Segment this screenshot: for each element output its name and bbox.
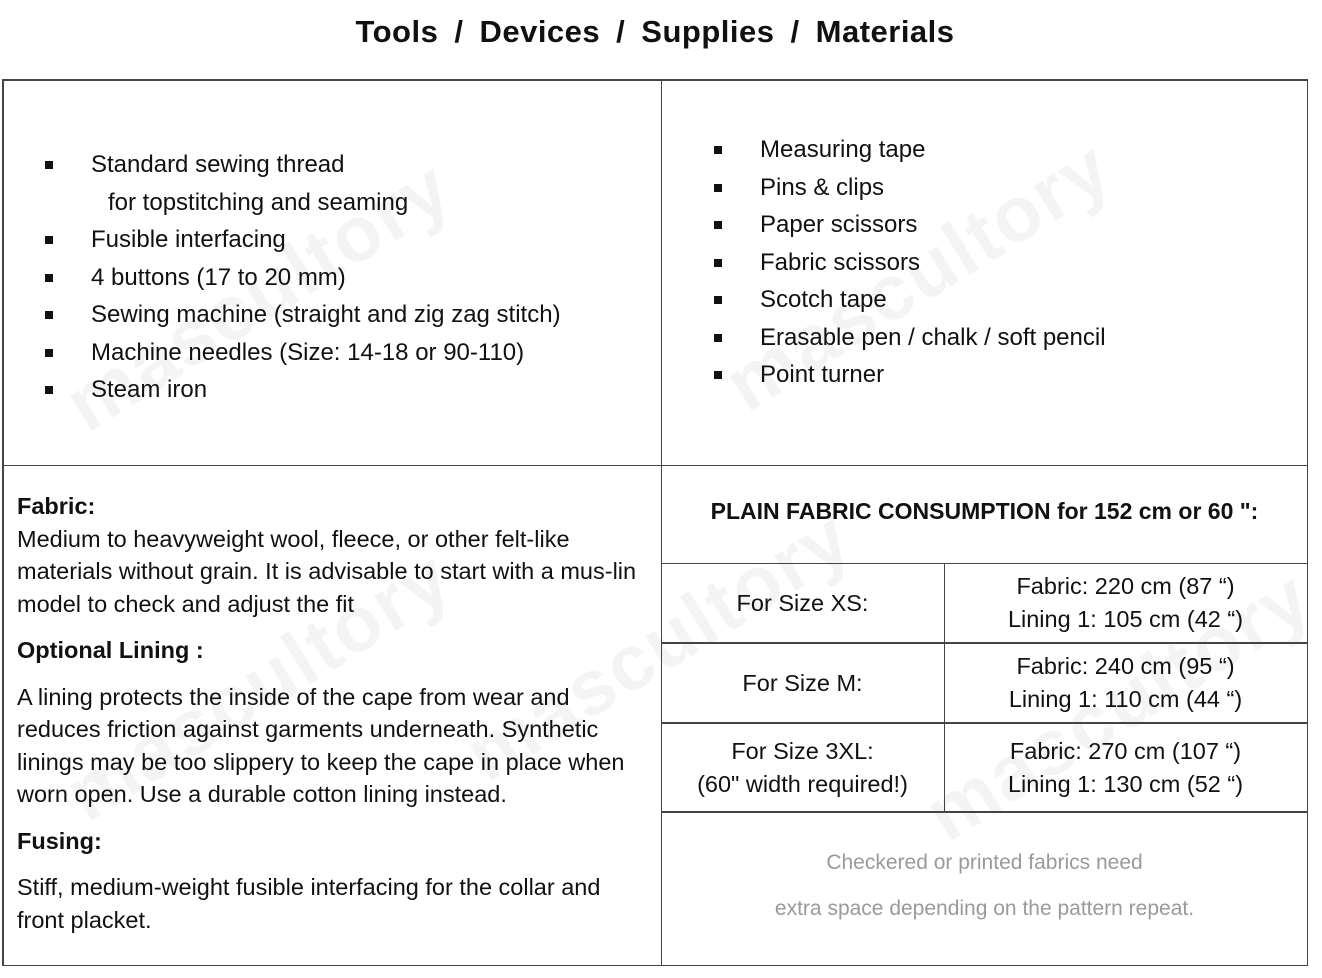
item-text: Fabric scissors bbox=[760, 248, 921, 276]
bullet-icon bbox=[714, 371, 722, 379]
size-amounts-xs bbox=[945, 564, 1306, 642]
title-materials: Materials bbox=[815, 14, 955, 49]
lining-amount: Lining 1: 130 cm (52 “) bbox=[1007, 770, 1244, 797]
title-separator: / bbox=[616, 14, 626, 49]
fabric-amount: Fabric: 240 cm (95 “) bbox=[1016, 653, 1235, 679]
list-item bbox=[714, 281, 1294, 319]
bullet-icon bbox=[45, 311, 53, 319]
table-border-top bbox=[2, 79, 1308, 81]
note-line: Checkered or printed fabrics need bbox=[826, 851, 1143, 874]
item-text: Measuring tape bbox=[760, 136, 926, 163]
fusing-text: Stiff, medium-weight fusible interfacing for the collar and front placket. bbox=[17, 874, 601, 933]
list-item bbox=[714, 244, 1294, 282]
title-tools: Tools bbox=[355, 14, 439, 49]
item-text: Erasable pen / chalk / soft pencil bbox=[760, 323, 1106, 351]
list-item bbox=[45, 371, 645, 409]
note-line: extra space depending on the pattern repeat. bbox=[774, 897, 1195, 920]
fabric-amount: Fabric: 270 cm (107 “) bbox=[1009, 737, 1242, 764]
table-border-bottom bbox=[2, 965, 1308, 967]
bullet-icon bbox=[45, 236, 53, 244]
lining-text: A lining protects the inside of the cape from wear and reduces friction against garments underneath. Synthetic linings may be too slippery to keep the cape in place when worn open. Use a durable cotton lining instead. bbox=[17, 683, 625, 807]
lining-amount: Lining 1: 105 cm (42 “) bbox=[1007, 606, 1244, 632]
bullet-icon bbox=[45, 386, 53, 394]
list-item bbox=[45, 146, 645, 221]
list-item bbox=[714, 319, 1294, 357]
table-border-left bbox=[2, 79, 4, 966]
size-label-xs bbox=[662, 564, 943, 642]
size-label: For Size M: bbox=[742, 669, 863, 696]
item-text: 4 buttons (17 to 20 mm) bbox=[91, 263, 346, 291]
size-label-3xl bbox=[662, 724, 943, 811]
consumption-row-line bbox=[661, 811, 1308, 813]
lining-amount: Lining 1: 110 cm (44 “) bbox=[1008, 686, 1243, 712]
bullet-icon bbox=[714, 221, 722, 229]
list-item bbox=[714, 356, 1294, 394]
item-text: Machine needles (Size: 14-18 or 90-110) bbox=[91, 338, 525, 366]
fusing-heading: Fusing: bbox=[17, 827, 102, 854]
list-item bbox=[714, 206, 1294, 244]
item-text: Scotch tape bbox=[760, 286, 887, 313]
bullet-icon bbox=[45, 161, 53, 169]
title-supplies: Supplies bbox=[641, 14, 775, 49]
title-separator: / bbox=[454, 14, 464, 49]
bullet-icon bbox=[714, 296, 722, 304]
title-devices: Devices bbox=[479, 14, 601, 49]
materials-section bbox=[17, 490, 653, 936]
bullet-icon bbox=[714, 184, 722, 192]
list-item bbox=[45, 334, 645, 372]
bullet-icon bbox=[45, 274, 53, 282]
fabric-amount: Fabric: 220 cm (87 “) bbox=[1016, 573, 1235, 599]
tools-list-left bbox=[45, 146, 645, 409]
consumption-title: PLAIN FABRIC CONSUMPTION for 152 cm or 60 ": bbox=[710, 498, 1259, 524]
lining-heading: Optional Lining : bbox=[17, 637, 204, 663]
bullet-icon bbox=[714, 259, 722, 267]
bullet-icon bbox=[714, 334, 722, 342]
size-amounts-m bbox=[945, 644, 1306, 722]
list-item bbox=[45, 221, 645, 259]
page-title bbox=[0, 14, 1310, 50]
item-text: Fusible interfacing bbox=[91, 226, 286, 253]
item-text: Sewing machine (straight and zig zag stitch) bbox=[91, 301, 561, 328]
size-label-m bbox=[662, 644, 943, 722]
fabric-heading: Fabric: bbox=[17, 493, 96, 519]
size-label: For Size XS: bbox=[736, 589, 869, 616]
list-item bbox=[714, 169, 1294, 207]
size-label: For Size 3XL: bbox=[731, 737, 874, 764]
item-text: Paper scissors bbox=[760, 211, 918, 238]
tools-list-right bbox=[714, 131, 1294, 394]
item-subline: for topstitching and seaming bbox=[108, 188, 409, 216]
list-item bbox=[714, 131, 1294, 169]
item-text: Standard sewing thread bbox=[91, 151, 345, 178]
size-amounts-3xl bbox=[945, 724, 1306, 811]
item-text: Point turner bbox=[760, 361, 885, 388]
bullet-icon bbox=[45, 349, 53, 357]
fabric-text: Medium to heavyweight wool, fleece, or other felt-like materials without grain. It is advisable to start with a mus-lin model to check and adjust the fit bbox=[17, 525, 637, 617]
list-item bbox=[45, 296, 645, 334]
size-note: (60" width required!) bbox=[697, 770, 908, 797]
pattern-note bbox=[662, 840, 1307, 932]
item-text: Pins & clips bbox=[760, 173, 885, 201]
title-separator: / bbox=[790, 14, 800, 49]
item-text: Steam iron bbox=[91, 376, 208, 403]
table-divider-middle bbox=[2, 465, 1308, 467]
list-item bbox=[45, 259, 645, 297]
bullet-icon bbox=[714, 146, 722, 154]
